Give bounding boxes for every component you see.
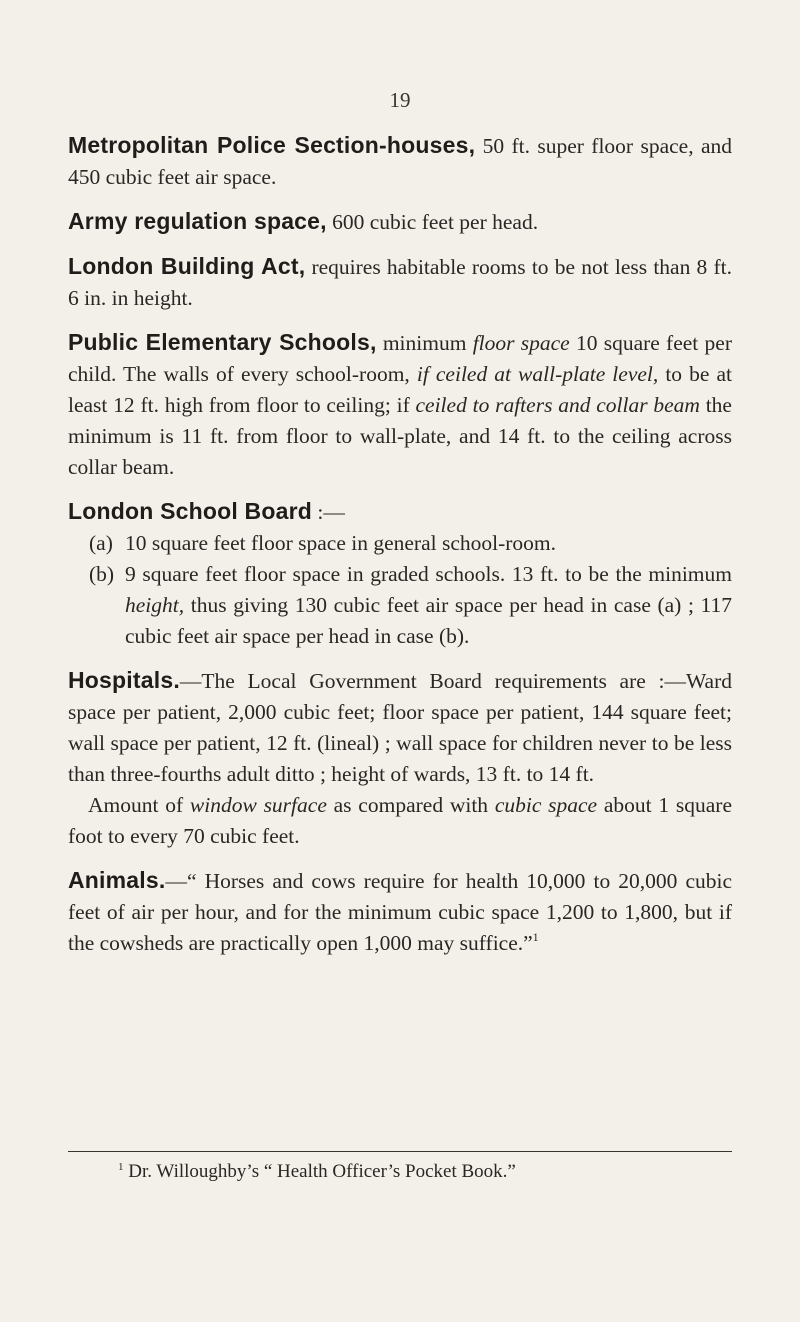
paragraph-text: 600 cubic feet per head. — [326, 210, 539, 234]
paragraph-text: about 1 square foot to every 70 cubic feet. — [68, 793, 732, 848]
heading-army-regulation: Army regulation space, — [68, 208, 327, 234]
list-marker: (a) — [89, 531, 113, 555]
footnote-reference: 1 — [532, 930, 539, 944]
page-number: 19 — [389, 88, 411, 112]
heading-metropolitan-police: Metropolitan Police Section-houses, — [68, 132, 476, 158]
list-item-text: 10 square feet floor space in general school-room. — [125, 531, 557, 555]
paragraph-text: 10 square feet per child. The walls of every school-room, — [68, 331, 732, 386]
paragraph-text: requires habitable rooms to be not less than 8 ft. 6 in. in height. — [68, 255, 732, 310]
paragraph-army-regulation — [68, 206, 732, 238]
paragraph-text: —“ Horses and cows require for health 10,000 to 20,000 cubic feet of air per hour, and for the minimum cubic space 1,200 to 1,800, but if the cowsheds are practically open 1,000 may suffice.” — [68, 869, 732, 955]
footnote — [118, 1160, 758, 1184]
footnote-text: Dr. Willoughby’s “ Health Officer’s Pocket Book.” — [123, 1161, 516, 1182]
list-item — [68, 528, 732, 559]
paragraph-london-building-act — [68, 251, 732, 314]
paragraph-hospitals — [68, 665, 732, 790]
list-marker: (b) — [89, 562, 115, 586]
paragraph-text: to be at least 12 ft. high from floor to ceiling; if — [68, 362, 732, 417]
heading-london-school-board: London School Board — [68, 498, 312, 524]
paragraph-text: as compared with — [326, 793, 495, 817]
paragraph-text: —The Local Government Board requirements are :—Ward space per patient, 2,000 cubic feet; floor space per patient, 144 square feet; wall space per patient, 12 ft. (lineal) ; wall space for children never to be less than three-fourths adult ditto ; height of wards, 13 ft. to 14 ft. — [68, 669, 732, 786]
paragraph-text: minimum — [376, 331, 473, 355]
italic-text: floor space — [472, 331, 570, 355]
paragraph-window-surface — [68, 790, 732, 852]
paragraph-metropolitan-police — [68, 130, 732, 193]
heading-hospitals: Hospitals. — [68, 667, 180, 693]
page-body — [68, 130, 732, 972]
school-board-list — [68, 528, 732, 652]
paragraph-text: Amount of — [88, 793, 190, 817]
heading-public-elementary-schools: Public Elementary Schools, — [68, 329, 377, 355]
paragraph-public-elementary-schools — [68, 327, 732, 483]
footnote-mark: 1 — [118, 1161, 124, 1173]
paragraph-text: 50 ft. super floor space, and 450 cubic feet air space. — [68, 134, 732, 189]
italic-text: cubic space — [494, 793, 598, 817]
italic-text: if ceiled at wall-plate level, — [416, 362, 659, 386]
paragraph-animals — [68, 865, 732, 959]
paragraph-london-school-board — [68, 496, 732, 528]
italic-text: height, — [125, 593, 185, 617]
footnote-divider — [68, 1151, 732, 1152]
list-item-text-part: 9 square feet floor space in graded schools. 13 ft. to be the minimum — [125, 562, 732, 586]
list-item — [68, 559, 732, 652]
paragraph-text: :— — [312, 500, 345, 524]
paragraph-text: the minimum is 11 ft. from floor to wall-plate, and 14 ft. to the ceiling across collar beam. — [68, 393, 732, 479]
heading-london-building-act: London Building Act, — [68, 253, 306, 279]
list-item-text-part: thus giving 130 cubic feet air space per head in case (a) ; 117 cubic feet air space per head in case (b). — [125, 593, 732, 648]
italic-text: ceiled to rafters and collar beam — [415, 393, 700, 417]
list-item-text — [125, 559, 732, 652]
heading-animals: Animals. — [68, 867, 166, 893]
italic-text: window surface — [189, 793, 327, 817]
